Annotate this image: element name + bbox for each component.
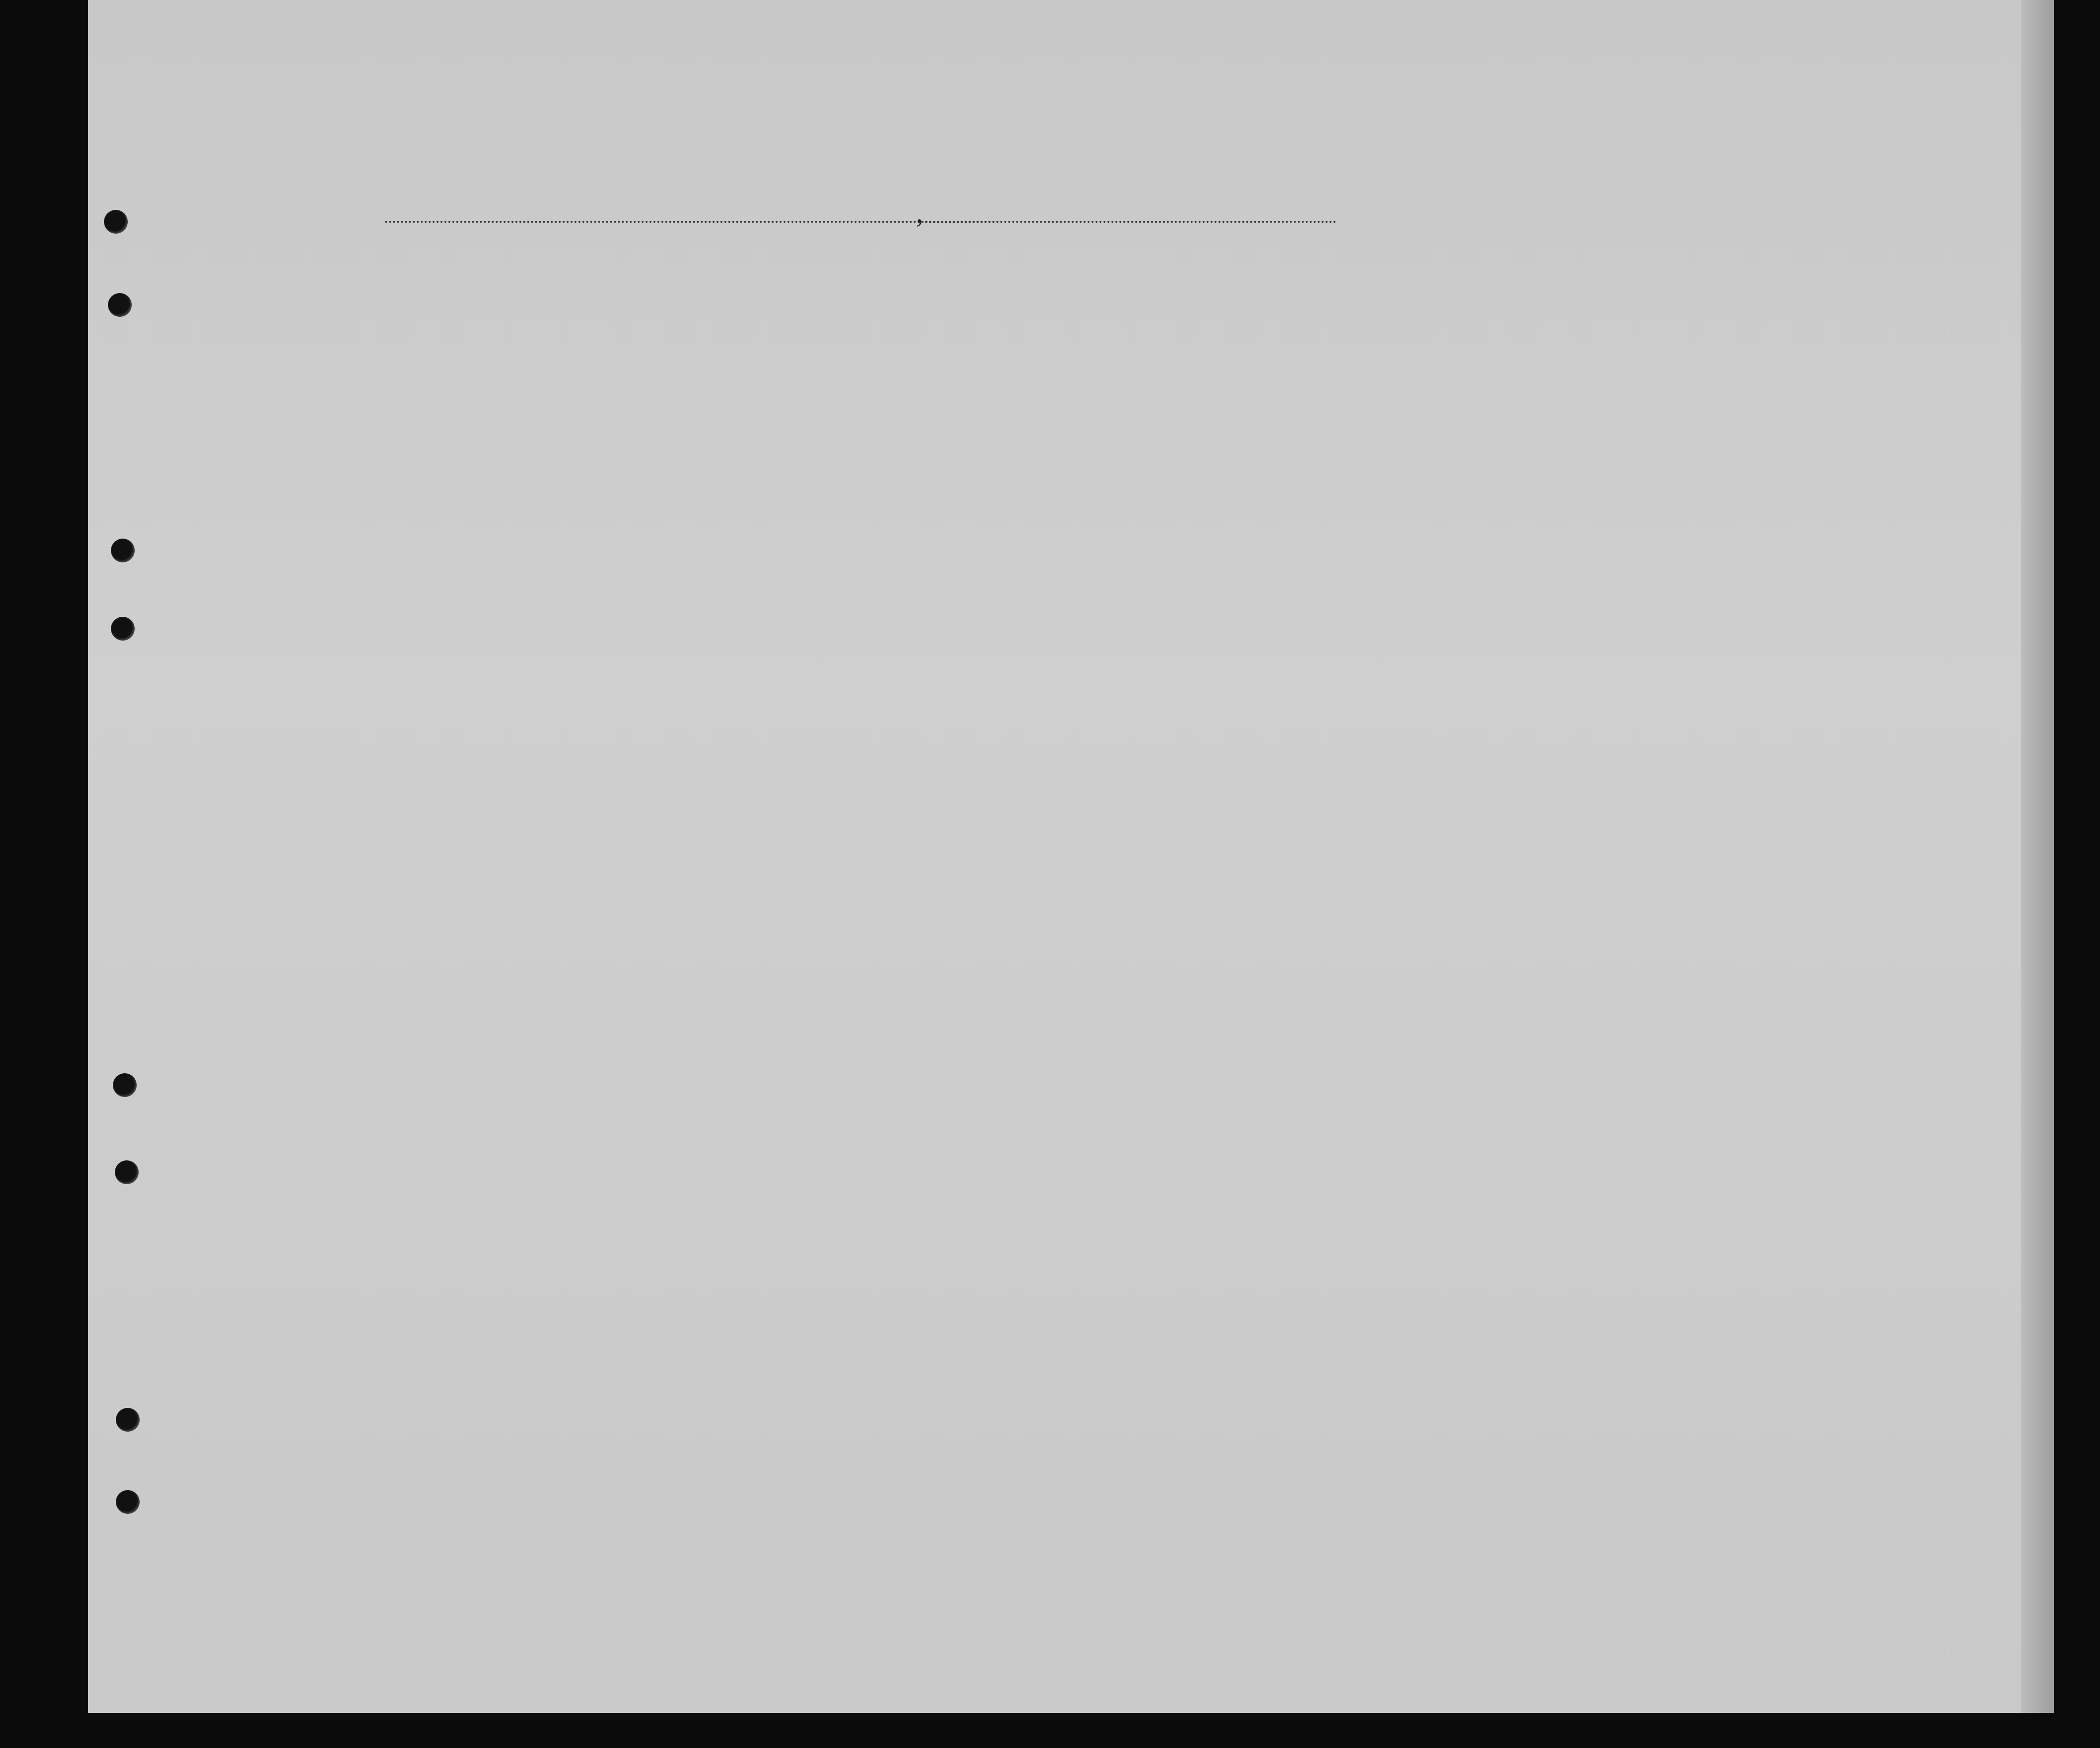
punch-hole [104, 210, 128, 234]
page-edge [2021, 0, 2054, 1713]
punch-hole [113, 1073, 137, 1097]
punch-hole [111, 539, 135, 562]
table-grid [88, 0, 2054, 1713]
punch-hole [116, 1408, 140, 1432]
manifest-sheet [88, 0, 2054, 1713]
punch-hole [115, 1160, 139, 1184]
comma: , [916, 197, 923, 229]
punch-hole [108, 293, 132, 317]
punch-hole [116, 1490, 140, 1514]
punch-hole [111, 617, 135, 641]
